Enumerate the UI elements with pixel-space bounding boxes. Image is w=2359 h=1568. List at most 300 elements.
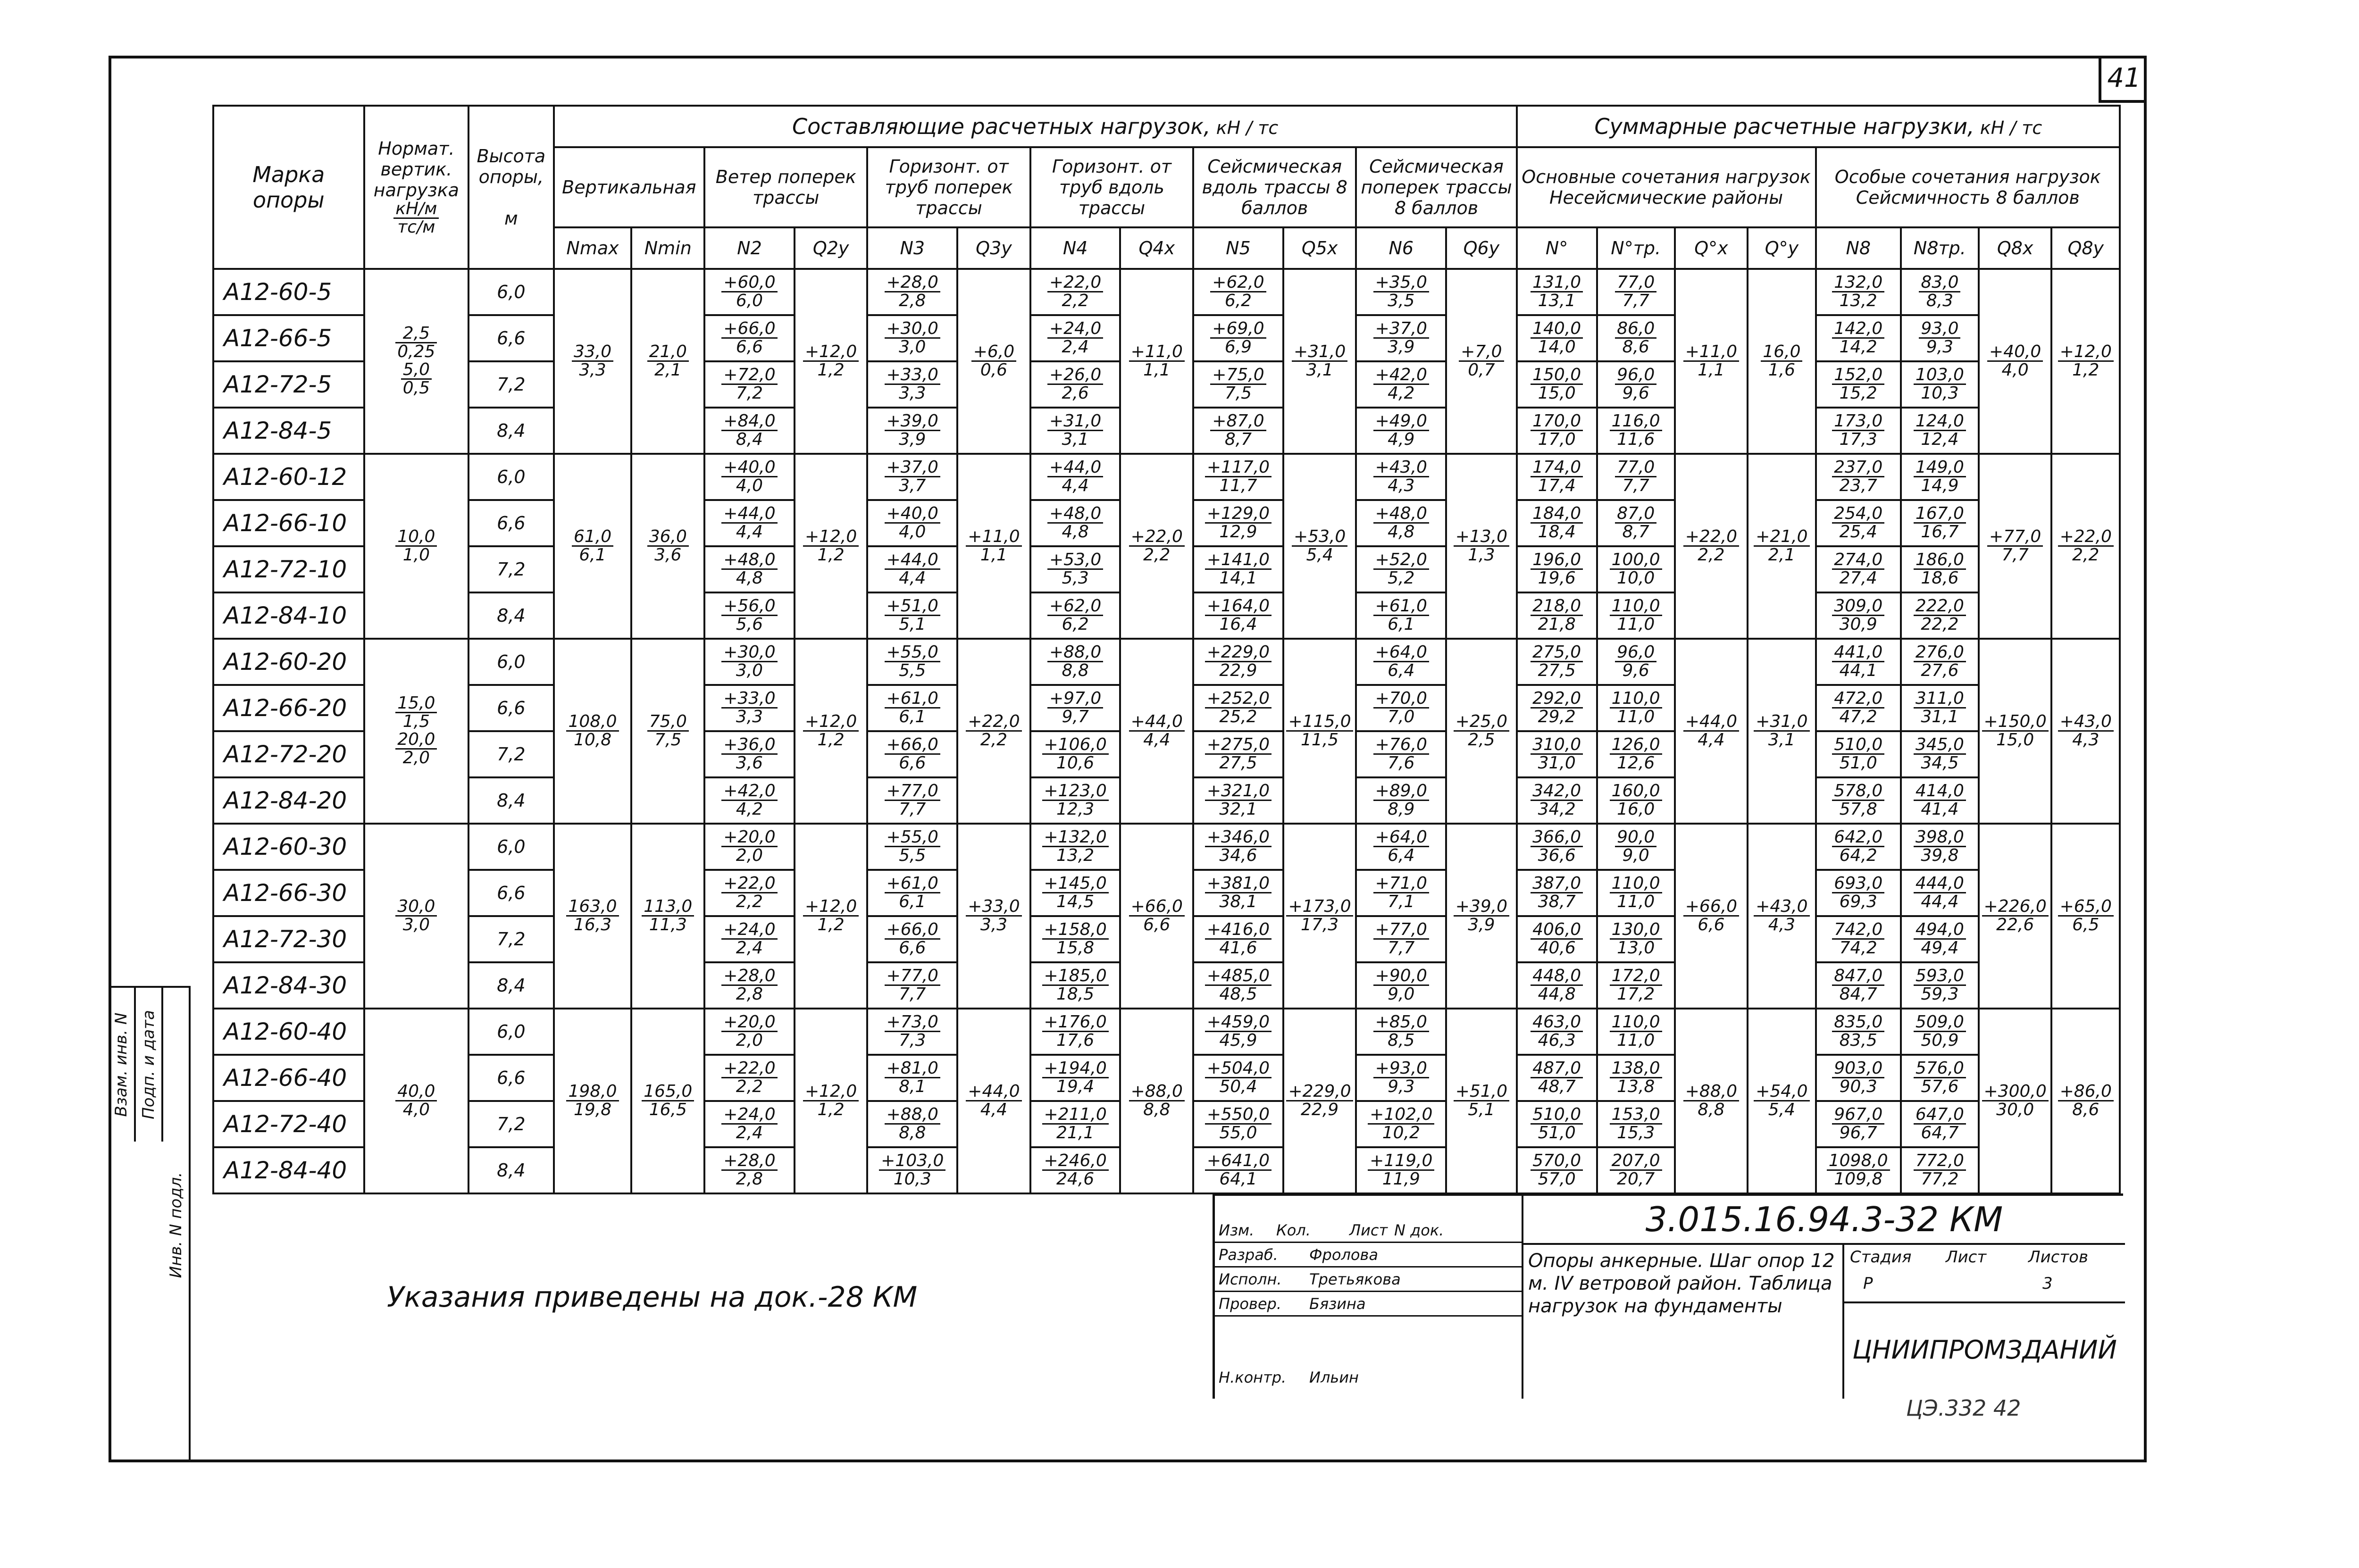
q2y — [795, 454, 868, 639]
n0-tr — [1597, 500, 1675, 546]
n8 — [1816, 315, 1901, 361]
column-header: Q3y — [957, 227, 1030, 269]
n8-tr — [1901, 824, 1979, 870]
n2 — [704, 962, 795, 1009]
load-value: $\frac{+37,0}{3,7}$ — [885, 459, 940, 494]
column-header: N2 — [704, 227, 795, 269]
load-value: $\frac{+48,0}{4,8}$ — [1373, 505, 1429, 541]
load-value: $\frac{772,0}{77,2}$ — [1914, 1152, 1966, 1188]
q4x — [1120, 454, 1193, 639]
col-height-header: Высота опоры, м — [468, 106, 553, 269]
load-value: $\frac{+211,0}{21,1}$ — [1042, 1106, 1109, 1142]
sub-horiz-along: Горизонт. от труб вдоль трассы — [1030, 147, 1193, 227]
q0x — [1675, 639, 1748, 824]
n5 — [1193, 916, 1283, 962]
n2 — [704, 824, 795, 870]
n8 — [1816, 361, 1901, 408]
n6 — [1356, 824, 1446, 870]
support-height: 7,2 — [468, 731, 553, 777]
n0-tr — [1597, 870, 1675, 916]
n3 — [867, 639, 957, 685]
n5 — [1193, 639, 1283, 685]
n8-tr — [1901, 592, 1979, 639]
load-value: $\frac{406,0}{40,6}$ — [1531, 921, 1583, 957]
n8 — [1816, 1147, 1901, 1193]
load-value: $\frac{847,0}{84,7}$ — [1832, 967, 1884, 1003]
q4x — [1120, 824, 1193, 1009]
load-value: $\frac{+20,0}{2,0}$ — [721, 1014, 777, 1049]
q6y — [1446, 269, 1516, 454]
load-value: $\frac{33,0}{3,3}$ — [572, 343, 613, 379]
load-value: $\frac{+62,0}{6,2}$ — [1210, 274, 1266, 309]
load-value: $\frac{10,0}{1,0}$ — [395, 528, 437, 564]
n0-tr — [1597, 824, 1675, 870]
n3 — [867, 546, 957, 592]
q3y — [957, 824, 1030, 1009]
load-value: $\frac{+119,0}{11,9}$ — [1368, 1152, 1434, 1188]
load-value: $\frac{96,0}{9,6}$ — [1615, 644, 1656, 679]
load-value: $\frac{292,0}{29,2}$ — [1531, 690, 1583, 726]
n8-tr — [1901, 1055, 1979, 1101]
load-value: $\frac{+173,0}{17,3}$ — [1286, 898, 1353, 934]
load-value: $\frac{444,0}{44,4}$ — [1914, 875, 1966, 910]
load-value: $\frac{113,0}{11,3}$ — [642, 898, 694, 934]
load-value: $\frac{86,0}{8,6}$ — [1615, 320, 1656, 356]
n0 — [1517, 500, 1597, 546]
column-header: Q6y — [1446, 227, 1516, 269]
n5 — [1193, 408, 1283, 454]
support-height: 6,6 — [468, 500, 553, 546]
load-value: $\frac{414,0}{41,4}$ — [1914, 783, 1966, 818]
q3y — [957, 639, 1030, 824]
n8-tr — [1901, 269, 1979, 315]
support-height: 8,4 — [468, 1147, 553, 1193]
n8-tr — [1901, 685, 1979, 731]
normative-load — [364, 1009, 469, 1193]
load-value: $\frac{+381,0}{38,1}$ — [1205, 875, 1272, 910]
support-height: 6,0 — [468, 454, 553, 500]
n4 — [1030, 1009, 1121, 1055]
load-value: $\frac{96,0}{9,6}$ — [1615, 367, 1656, 402]
column-header: Nmax — [554, 227, 632, 269]
title-row: Провер. Бязина — [1215, 1292, 1522, 1317]
stage-box: Стадия Лист Листов Р 3 — [1842, 1245, 2125, 1303]
load-value: $\frac{+81,0}{8,1}$ — [885, 1060, 940, 1095]
load-value: $\frac{+31,0}{3,1}$ — [1754, 713, 1809, 749]
n8-tr — [1901, 1009, 1979, 1055]
support-mark: А12-66-5 — [213, 315, 364, 361]
support-mark: А12-84-5 — [213, 408, 364, 454]
load-value: $\frac{75,0}{7,5}$ — [647, 713, 689, 749]
n0 — [1517, 639, 1597, 685]
support-height: 8,4 — [468, 408, 553, 454]
column-header: Q4x — [1120, 227, 1193, 269]
load-value: $\frac{+12,0}{1,2}$ — [803, 898, 859, 934]
q8x — [1979, 269, 2052, 454]
support-height: 6,6 — [468, 315, 553, 361]
n6 — [1356, 1055, 1446, 1101]
load-value: $\frac{100,0}{10,0}$ — [1610, 551, 1662, 587]
title-row: Изм. Кол. Лист N док. — [1215, 1218, 1522, 1243]
load-value: $\frac{110,0}{11,0}$ — [1610, 875, 1662, 910]
load-value: $\frac{642,0}{64,2}$ — [1832, 829, 1884, 864]
load-value: $\frac{+176,0}{17,6}$ — [1042, 1014, 1109, 1049]
load-value: $\frac{170,0}{17,0}$ — [1531, 413, 1583, 448]
load-value: $\frac{903,0}{90,3}$ — [1832, 1060, 1884, 1095]
load-value: $\frac{174,0}{17,4}$ — [1531, 459, 1583, 494]
n6 — [1356, 315, 1446, 361]
load-value: $\frac{+89,0}{8,9}$ — [1373, 783, 1429, 818]
n0 — [1517, 1009, 1597, 1055]
load-value: $\frac{+150,0}{15,0}$ — [1982, 713, 2049, 749]
load-value: $\frac{+69,0}{6,9}$ — [1210, 320, 1266, 356]
group-sums-header: Суммарные расчетные нагрузки, кН / тс — [1517, 106, 2120, 147]
page-number: 41 — [2099, 56, 2147, 103]
support-mark: А12-66-20 — [213, 685, 364, 731]
q6y — [1446, 1009, 1516, 1193]
n6 — [1356, 500, 1446, 546]
n3 — [867, 685, 957, 731]
load-value: $\frac{+66,0}{6,6}$ — [885, 921, 940, 957]
load-value: $\frac{+33,0}{3,3}$ — [966, 898, 1021, 934]
table-row — [213, 1009, 2120, 1055]
load-value: $\frac{+70,0}{7,0}$ — [1373, 690, 1429, 726]
support-mark: А12-84-10 — [213, 592, 364, 639]
n-max — [554, 454, 632, 639]
load-value: $\frac{+33,0}{3,3}$ — [721, 690, 777, 726]
load-value: $\frac{+44,0}{4,4}$ — [885, 551, 940, 587]
n2 — [704, 592, 795, 639]
n8-tr — [1901, 731, 1979, 777]
q0x — [1675, 269, 1748, 454]
load-value: $\frac{+12,0}{1,2}$ — [2058, 343, 2114, 379]
load-value: $\frac{593,0}{59,3}$ — [1914, 967, 1966, 1003]
n0-tr — [1597, 1101, 1675, 1147]
load-value: $\frac{472,0}{47,2}$ — [1832, 690, 1884, 726]
n8 — [1816, 1101, 1901, 1147]
load-value: $\frac{+504,0}{50,4}$ — [1205, 1060, 1272, 1095]
n2 — [704, 1009, 795, 1055]
column-header: N6 — [1356, 227, 1446, 269]
n6 — [1356, 1009, 1446, 1055]
n5 — [1193, 870, 1283, 916]
n3 — [867, 592, 957, 639]
load-value: $\frac{+77,0}{7,7}$ — [1373, 921, 1429, 957]
q8y — [2051, 639, 2120, 824]
load-value: $\frac{142,0}{14,2}$ — [1832, 320, 1884, 356]
support-mark: А12-60-40 — [213, 1009, 364, 1055]
load-value: $\frac{+145,0}{14,5}$ — [1042, 875, 1109, 910]
load-value: $\frac{+226,0}{22,6}$ — [1982, 898, 2049, 934]
n0-tr — [1597, 639, 1675, 685]
n0-tr — [1597, 592, 1675, 639]
load-value: $\frac{+60,0}{6,0}$ — [721, 274, 777, 309]
q3y — [957, 454, 1030, 639]
n0-tr — [1597, 361, 1675, 408]
n3 — [867, 1009, 957, 1055]
load-value: $\frac{+28,0}{2,8}$ — [885, 274, 940, 309]
document-code: 3.015.16.94.3-32 КМ — [1522, 1196, 2125, 1245]
n4 — [1030, 777, 1121, 824]
n3 — [867, 361, 957, 408]
column-header: Q5x — [1283, 227, 1356, 269]
q0y — [1748, 269, 1815, 454]
load-value: $\frac{2,5}{0,25}$ — [395, 325, 437, 360]
n-max — [554, 824, 632, 1009]
support-height: 8,4 — [468, 592, 553, 639]
n4 — [1030, 361, 1121, 408]
load-value: $\frac{+123,0}{12,3}$ — [1042, 783, 1109, 818]
normative-load — [364, 639, 469, 824]
n5 — [1193, 731, 1283, 777]
load-value: $\frac{441,0}{44,1}$ — [1832, 644, 1884, 679]
load-value: $\frac{+33,0}{3,3}$ — [885, 367, 940, 402]
load-value: $\frac{+64,0}{6,4}$ — [1373, 829, 1429, 864]
load-value: $\frac{5,0}{0,5}$ — [401, 361, 432, 397]
load-value: $\frac{+36,0}{3,6}$ — [721, 736, 777, 772]
n4 — [1030, 454, 1121, 500]
n5 — [1193, 685, 1283, 731]
n0 — [1517, 824, 1597, 870]
load-value: $\frac{+40,0}{4,0}$ — [885, 505, 940, 541]
load-value: $\frac{165,0}{16,5}$ — [642, 1083, 694, 1118]
load-value: $\frac{138,0}{13,8}$ — [1610, 1060, 1662, 1095]
title-row: Н.контр. Ильин — [1219, 1368, 1359, 1386]
support-mark: А12-60-12 — [213, 454, 364, 500]
q2y — [795, 269, 868, 454]
column-header: N° — [1517, 227, 1597, 269]
organization-name: ЦНИИПРОМЗДАНИЙ — [1842, 1301, 2125, 1399]
n6 — [1356, 962, 1446, 1009]
load-value: $\frac{+24,0}{2,4}$ — [721, 921, 777, 957]
load-value: $\frac{510,0}{51,0}$ — [1832, 736, 1884, 772]
load-value: $\frac{+416,0}{41,6}$ — [1205, 921, 1272, 957]
n4 — [1030, 916, 1121, 962]
load-value: $\frac{+117,0}{11,7}$ — [1205, 459, 1272, 494]
n8-tr — [1901, 500, 1979, 546]
load-value: $\frac{+11,0}{1,1}$ — [1683, 343, 1739, 379]
load-value: $\frac{+22,0}{2,2}$ — [2058, 528, 2114, 564]
load-value: $\frac{110,0}{11,0}$ — [1610, 1014, 1662, 1049]
column-header: Q8y — [2051, 227, 2120, 269]
sub-seis-along: Сейсмическая вдоль трассы 8 баллов — [1193, 147, 1356, 227]
n6 — [1356, 1101, 1446, 1147]
load-value: $\frac{+73,0}{7,3}$ — [885, 1014, 940, 1049]
n2 — [704, 639, 795, 685]
n3 — [867, 777, 957, 824]
n0-tr — [1597, 408, 1675, 454]
load-value: $\frac{+12,0}{1,2}$ — [803, 528, 859, 564]
load-value: $\frac{40,0}{4,0}$ — [395, 1083, 437, 1118]
load-value: $\frac{+72,0}{7,2}$ — [721, 367, 777, 402]
load-value: $\frac{184,0}{18,4}$ — [1531, 505, 1583, 541]
support-mark: А12-60-20 — [213, 639, 364, 685]
load-value: $\frac{163,0}{16,3}$ — [566, 898, 619, 934]
n8 — [1816, 592, 1901, 639]
load-value: $\frac{+48,0}{4,8}$ — [1047, 505, 1103, 541]
column-header: N8тр. — [1901, 227, 1979, 269]
load-value: $\frac{+44,0}{4,4}$ — [966, 1083, 1021, 1118]
q0y — [1748, 824, 1815, 1009]
n4 — [1030, 1147, 1121, 1193]
load-value: $\frac{+44,0}{4,4}$ — [721, 505, 777, 541]
load-value: $\frac{237,0}{23,7}$ — [1832, 459, 1884, 494]
n6 — [1356, 777, 1446, 824]
support-mark: А12-84-30 — [213, 962, 364, 1009]
load-value: $\frac{+71,0}{7,1}$ — [1373, 875, 1429, 910]
side-strip-label: Взам. инв. N — [112, 1012, 131, 1117]
load-value: $\frac{276,0}{27,6}$ — [1914, 644, 1966, 679]
load-value: $\frac{+12,0}{1,2}$ — [803, 713, 859, 749]
load-value: $\frac{+22,0}{2,2}$ — [721, 875, 777, 910]
column-header: Q2y — [795, 227, 868, 269]
n0-tr — [1597, 315, 1675, 361]
load-value: $\frac{+20,0}{2,0}$ — [721, 829, 777, 864]
column-header: N°тр. — [1597, 227, 1675, 269]
n0 — [1517, 408, 1597, 454]
load-value: $\frac{+115,0}{11,5}$ — [1286, 713, 1353, 749]
load-value: $\frac{+53,0}{5,3}$ — [1047, 551, 1103, 587]
n3 — [867, 408, 957, 454]
n0 — [1517, 361, 1597, 408]
load-value: $\frac{+194,0}{19,4}$ — [1042, 1060, 1109, 1095]
n3 — [867, 315, 957, 361]
load-value: $\frac{+28,0}{2,8}$ — [721, 967, 777, 1003]
n8-tr — [1901, 546, 1979, 592]
n3 — [867, 916, 957, 962]
n5 — [1193, 1009, 1283, 1055]
n0-tr — [1597, 962, 1675, 1009]
load-value: $\frac{30,0}{3,0}$ — [395, 898, 437, 934]
n2 — [704, 1055, 795, 1101]
q3y — [957, 1009, 1030, 1193]
n0 — [1517, 962, 1597, 1009]
n6 — [1356, 639, 1446, 685]
load-value: $\frac{103,0}{10,3}$ — [1914, 367, 1966, 402]
n5 — [1193, 777, 1283, 824]
load-value: $\frac{+53,0}{5,4}$ — [1292, 528, 1347, 564]
n6 — [1356, 408, 1446, 454]
title-row: Исполн. Третьякова — [1215, 1268, 1522, 1292]
n0 — [1517, 1147, 1597, 1193]
load-value: $\frac{108,0}{10,8}$ — [566, 713, 619, 749]
load-value: $\frac{150,0}{15,0}$ — [1531, 367, 1583, 402]
n0-tr — [1597, 731, 1675, 777]
load-value: $\frac{124,0}{12,4}$ — [1914, 413, 1966, 448]
n0-tr — [1597, 916, 1675, 962]
load-value: $\frac{+485,0}{48,5}$ — [1205, 967, 1272, 1003]
load-value: $\frac{+22,0}{2,2}$ — [721, 1060, 777, 1095]
q0y — [1748, 639, 1815, 824]
column-header: Q°y — [1748, 227, 1815, 269]
load-value: $\frac{274,0}{27,4}$ — [1832, 551, 1884, 587]
support-height: 8,4 — [468, 777, 553, 824]
n3 — [867, 454, 957, 500]
n0 — [1517, 731, 1597, 777]
q0y — [1748, 1009, 1815, 1193]
n6 — [1356, 870, 1446, 916]
column-header: Nmin — [631, 227, 704, 269]
sheet-value: 3 — [2042, 1274, 2053, 1293]
load-value: $\frac{+61,0}{6,1}$ — [885, 875, 940, 910]
n8-tr — [1901, 777, 1979, 824]
load-value: $\frac{+66,0}{6,6}$ — [721, 320, 777, 356]
load-table — [212, 105, 2121, 1194]
q2y — [795, 1009, 868, 1193]
n8 — [1816, 546, 1901, 592]
n8 — [1816, 1055, 1901, 1101]
load-value: $\frac{967,0}{96,7}$ — [1832, 1106, 1884, 1142]
table-row — [213, 454, 2120, 500]
n0-tr — [1597, 1009, 1675, 1055]
n5 — [1193, 1101, 1283, 1147]
n4 — [1030, 1101, 1121, 1147]
n2 — [704, 546, 795, 592]
n4 — [1030, 1055, 1121, 1101]
load-value: $\frac{+43,0}{4,3}$ — [1373, 459, 1429, 494]
q8y — [2051, 269, 2120, 454]
archive-stamp: ЦЭ.332 42 — [1906, 1395, 2021, 1421]
q4x — [1120, 269, 1193, 454]
n2 — [704, 777, 795, 824]
side-strip-label: Подп. и дата — [139, 1010, 158, 1119]
n0 — [1517, 1101, 1597, 1147]
n0 — [1517, 685, 1597, 731]
load-value: $\frac{+39,0}{3,9}$ — [885, 413, 940, 448]
n6 — [1356, 361, 1446, 408]
table-row — [213, 824, 2120, 870]
support-mark: А12-60-5 — [213, 269, 364, 315]
n6 — [1356, 916, 1446, 962]
support-mark: А12-72-10 — [213, 546, 364, 592]
group-components-header: Составляющие расчетных нагрузок, кН / тс — [554, 106, 1517, 147]
load-value: $\frac{77,0}{7,7}$ — [1615, 274, 1656, 309]
load-value: $\frac{+164,0}{16,4}$ — [1205, 598, 1272, 633]
load-value: $\frac{207,0}{20,7}$ — [1610, 1152, 1662, 1188]
load-value: $\frac{186,0}{18,6}$ — [1914, 551, 1966, 587]
load-value: $\frac{+51,0}{5,1}$ — [1454, 1083, 1509, 1118]
load-value: $\frac{+77,0}{7,7}$ — [1987, 528, 2043, 564]
n3 — [867, 500, 957, 546]
load-value: $\frac{+11,0}{1,1}$ — [966, 528, 1021, 564]
load-value: $\frac{+31,0}{3,1}$ — [1047, 413, 1103, 448]
load-value: $\frac{+61,0}{6,1}$ — [1373, 598, 1429, 633]
n0 — [1517, 315, 1597, 361]
n4 — [1030, 731, 1121, 777]
n8 — [1816, 454, 1901, 500]
load-value: $\frac{+246,0}{24,6}$ — [1042, 1152, 1109, 1188]
n8-tr — [1901, 361, 1979, 408]
n-min — [631, 269, 704, 454]
n3 — [867, 1101, 957, 1147]
n-min — [631, 454, 704, 639]
support-height: 6,0 — [468, 639, 553, 685]
support-mark: А12-66-40 — [213, 1055, 364, 1101]
n8 — [1816, 731, 1901, 777]
load-value: $\frac{77,0}{7,7}$ — [1615, 459, 1656, 494]
column-header: Q8x — [1979, 227, 2052, 269]
support-mark: А12-72-40 — [213, 1101, 364, 1147]
load-value: $\frac{+185,0}{18,5}$ — [1042, 967, 1109, 1003]
load-value: $\frac{578,0}{57,8}$ — [1832, 783, 1884, 818]
load-value: $\frac{+550,0}{55,0}$ — [1205, 1106, 1272, 1142]
load-value: $\frac{+55,0}{5,5}$ — [885, 829, 940, 864]
n2 — [704, 454, 795, 500]
q2y — [795, 824, 868, 1009]
n3 — [867, 870, 957, 916]
support-height: 7,2 — [468, 916, 553, 962]
load-value: $\frac{222,0}{22,2}$ — [1914, 598, 1966, 633]
